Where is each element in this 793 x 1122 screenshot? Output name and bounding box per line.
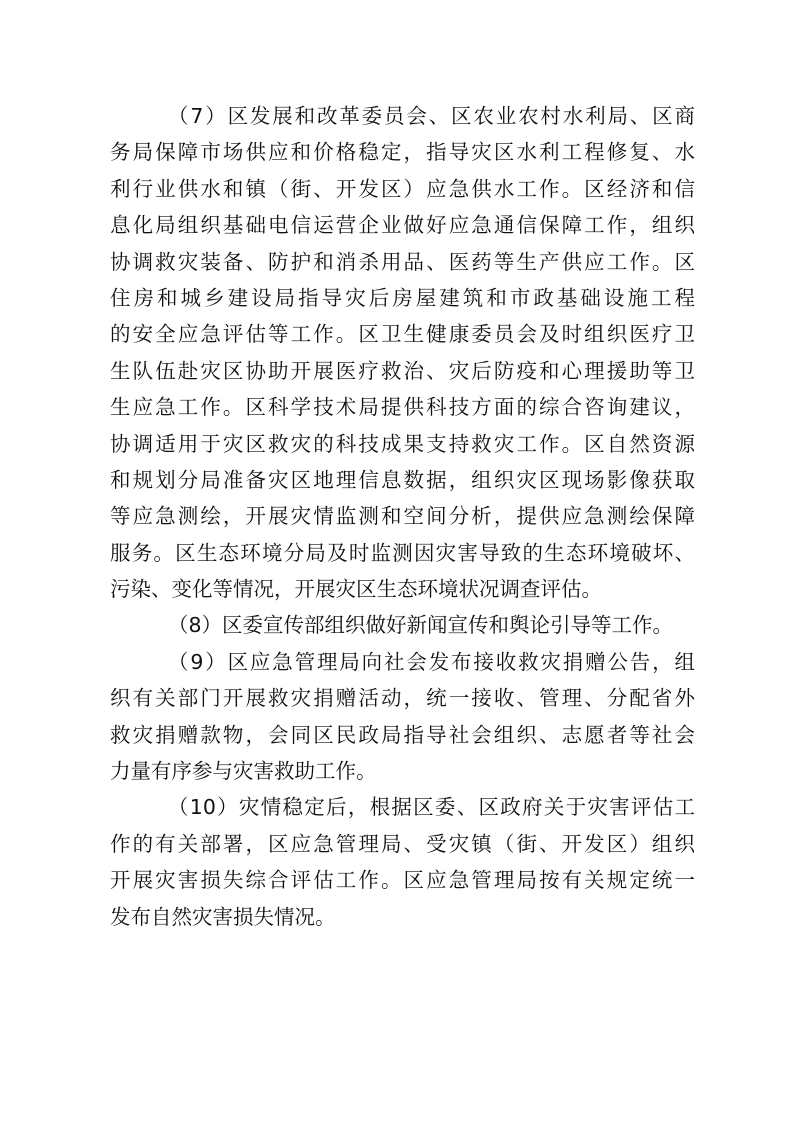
text-line: 等应急测绘，开展灾情监测和空间分析，提供应急测绘保障 xyxy=(110,504,695,529)
text-line: （7）区发展和改革委员会、区农业农村水利局、区商 xyxy=(168,104,695,128)
document-body xyxy=(110,98,695,935)
text-line: 织有关部门开展救灾捐赠活动，统一接收、管理、分配省外 xyxy=(110,686,695,711)
paragraph-8 xyxy=(110,607,695,643)
text-line: 协调适用于灾区救灾的科技成果支持救灾工作。区自然资源 xyxy=(110,431,695,456)
text-line: 协调救灾装备、防护和消杀用品、医药等生产供应工作。区 xyxy=(110,249,695,274)
text-line: 和规划分局准备灾区地理信息数据，组织灾区现场影像获取 xyxy=(110,467,695,492)
text-line: 救灾捐赠款物，会同区民政局指导社会组织、志愿者等社会 xyxy=(110,722,695,747)
text-line: 生应急工作。区科学技术局提供科技方面的综合咨询建议， xyxy=(110,395,695,420)
text-line: 住房和城乡建设局指导灾后房屋建筑和市政基础设施工程 xyxy=(110,285,695,310)
text-line: （9）区应急管理局向社会发布接收救灾捐赠公告，组 xyxy=(168,649,695,674)
text-line: 开展灾害损失综合评估工作。区应急管理局按有关规定统一 xyxy=(110,868,695,893)
text-line: 生队伍赴灾区协助开展医疗救治、灾后防疫和心理援助等卫 xyxy=(110,358,695,383)
text-line: 污染、变化等情况，开展灾区生态环境状况调查评估。 xyxy=(110,577,602,602)
text-line: 务局保障市场供应和价格稳定，指导灾区水利工程修复、水 xyxy=(110,140,695,165)
text-line: （8）区委宣传部组织做好新闻宣传和舆论引导等工作。 xyxy=(168,613,674,638)
text-line: 服务。区生态环境分局及时监测因灾害导致的生态环境破坏、 xyxy=(110,540,695,565)
text-line: 发布自然灾害损失情况。 xyxy=(110,904,336,929)
text-line: （10）灾情稳定后，根据区委、区政府关于灾害评估工 xyxy=(168,795,695,820)
text-line: 息化局组织基础电信运营企业做好应急通信保障工作，组织 xyxy=(110,213,695,238)
paragraph-9 xyxy=(110,644,695,790)
text-line: 作的有关部署，区应急管理局、受灾镇（街、开发区）组织 xyxy=(110,831,695,856)
text-line: 的安全应急评估等工作。区卫生健康委员会及时组织医疗卫 xyxy=(110,322,695,347)
paragraph-10 xyxy=(110,789,695,935)
text-line: 力量有序参与灾害救助工作。 xyxy=(110,759,377,784)
text-line: 利行业供水和镇（街、开发区）应急供水工作。区经济和信 xyxy=(110,176,695,201)
paragraph-7 xyxy=(110,98,695,607)
